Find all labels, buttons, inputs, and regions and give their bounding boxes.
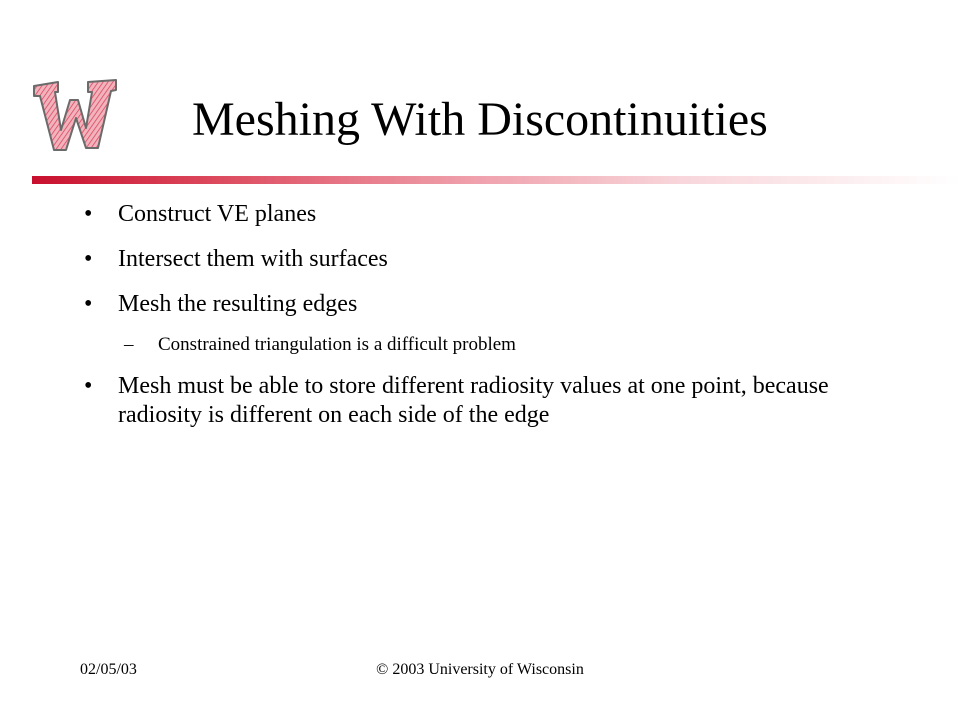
footer-copyright: © 2003 University of Wisconsin [376, 661, 584, 678]
bullet-text: Intersect them with surfaces [118, 246, 388, 272]
bullet-marker: • [84, 246, 93, 272]
bullet-marker: • [84, 373, 93, 399]
bullet-item [84, 372, 904, 430]
sub-bullet-text: Constrained triangulation is a difficult problem [158, 334, 516, 355]
bullet-item [84, 200, 904, 229]
bullet-list [84, 200, 904, 446]
slide-title: Meshing With Discontinuities [192, 93, 768, 146]
sub-bullet-marker: – [124, 334, 134, 355]
footer-date: 02/05/03 [80, 661, 137, 678]
sub-bullet-item [84, 333, 904, 356]
bullet-marker: • [84, 291, 93, 317]
bullet-text: Construct VE planes [118, 201, 317, 227]
bullet-item [84, 290, 904, 319]
bullet-marker: • [84, 201, 93, 227]
bullet-text: Mesh the resulting edges [118, 291, 358, 317]
bullet-item [84, 245, 904, 274]
university-w-logo [28, 70, 124, 166]
bullet-text: Mesh must be able to store different radiosity values at one point, because radiosity is different on each side of the edge [118, 373, 829, 428]
title-divider [32, 176, 960, 184]
